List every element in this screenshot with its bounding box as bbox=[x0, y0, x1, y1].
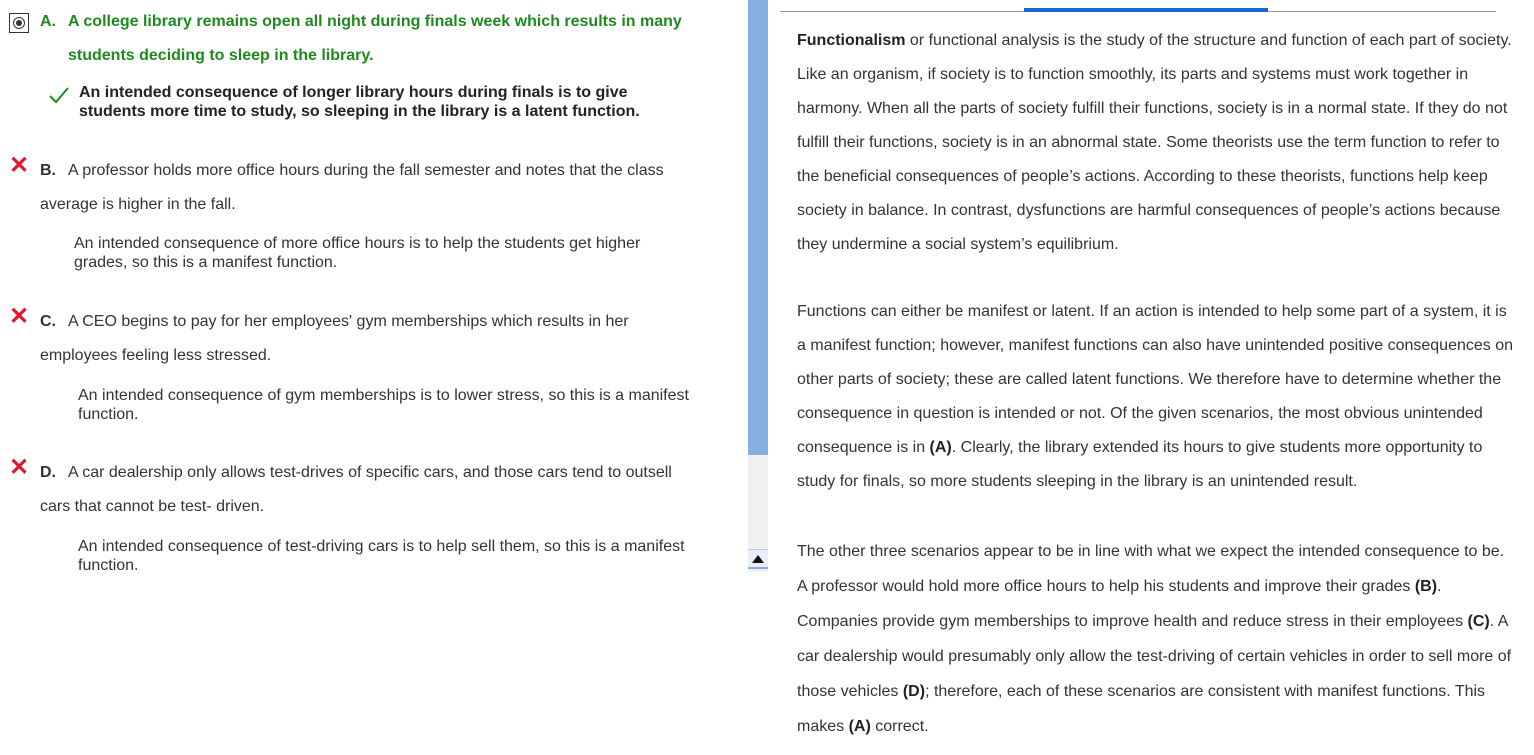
x-icon: ✕ bbox=[8, 303, 30, 330]
answer-choice-text[interactable] bbox=[40, 154, 730, 222]
answer-choice-c[interactable] bbox=[0, 305, 740, 425]
choice-statement-line1: A car dealership only allows test-drives of specific cars, and those cars tend to outsell bbox=[68, 464, 672, 481]
choice-letter: A. bbox=[40, 13, 56, 30]
choice-explanation: An intended consequence of longer library hours during finals is to give students more time to study, so sleeping in the library is a latent function. bbox=[79, 84, 640, 120]
answer-choices-pane bbox=[0, 0, 745, 755]
choice-letter: B. bbox=[40, 162, 56, 179]
answer-choice-text[interactable] bbox=[40, 305, 730, 373]
answer-choice-b[interactable] bbox=[0, 154, 740, 274]
explanation-pane bbox=[780, 0, 1525, 755]
active-tab-indicator[interactable] bbox=[1024, 8, 1268, 12]
explanation-paragraph-2: Functions can either be manifest or latent. If an action is intended to help some part of a system, it is a manifest function; however, manifest functions can also have unintended positive consequences on other parts of society; these are called latent functions. We therefore have to determine whether the consequence in question is intended or not. Of the given scenarios, the most obvious unintended consequence is in (A). Clearly, the library extended its hours to give students more opportunity to study for finals, so more students sleeping in the library is an unintended result. bbox=[797, 303, 1514, 490]
x-icon: ✕ bbox=[8, 454, 30, 481]
answer-choice-d[interactable] bbox=[0, 456, 740, 576]
x-icon: ✕ bbox=[8, 152, 30, 179]
choice-statement-line2: students deciding to sleep in the library. bbox=[68, 47, 374, 64]
term-functionalism: Functionalism bbox=[797, 32, 906, 49]
choice-statement-line1: A professor holds more office hours during the fall semester and notes that the class bbox=[68, 162, 664, 179]
scroll-up-button[interactable] bbox=[748, 549, 768, 569]
choice-statement-line2: average is higher in the fall. bbox=[40, 196, 236, 213]
choice-statement-line1: A college library remains open all night during finals week which results in many bbox=[68, 13, 682, 30]
choice-explanation: An intended consequence of more office hours is to help the students get higher grades, so this is a manifest function. bbox=[74, 235, 641, 271]
explanation-paragraph-3: The other three scenarios appear to be in line with what we expect the intended consequence to be. A professor would hold more office hours to help his students and improve their grades (B). Companies provide gym memberships to improve health and reduce stress in their employees (C). A car dealership would presumably only allow the test-driving of certain vehicles in order to sell more of those vehicles (D); therefore, each of these scenarios are consistent with manifest functions. This makes (A) correct. bbox=[797, 543, 1512, 735]
choice-explanation: An intended consequence of test-driving cars is to help sell them, so this is a manifest function. bbox=[78, 538, 685, 574]
choice-statement-line1: A CEO begins to pay for her employees' gym memberships which results in her bbox=[68, 313, 629, 330]
answer-choice-text[interactable] bbox=[40, 456, 730, 524]
choice-letter: C. bbox=[40, 313, 56, 330]
choice-letter: D. bbox=[40, 464, 56, 481]
choice-explanation: An intended consequence of gym memberships is to lower stress, so this is a manifest function. bbox=[78, 387, 689, 423]
answer-choice-a[interactable] bbox=[0, 5, 740, 120]
scrollbar-thumb[interactable] bbox=[748, 0, 768, 455]
explanation-paragraph-1: Functionalism or functional analysis is the study of the structure and function of each part of society. Like an organism, if society is to function smoothly, its parts and systems must work together in harmony. When all the parts of society fulfill their functions, society is in a normal state. If they do not fulfill their functions, society is in an abnormal state. Some theorists use the term function to refer to the beneficial consequences of people’s actions. According to these theorists, functions help keep society in balance. In contrast, dysfunctions are harmful consequences of people’s actions because they undermine a social system’s equilibrium. bbox=[797, 32, 1512, 253]
choice-statement-line2: cars that cannot be test- driven. bbox=[40, 498, 265, 515]
arrow-up-icon bbox=[752, 555, 764, 563]
checkmark-icon bbox=[48, 84, 70, 106]
radio-selected-icon[interactable] bbox=[7, 11, 31, 35]
choice-statement-line2: employees feeling less stressed. bbox=[40, 347, 272, 364]
answer-choice-text[interactable] bbox=[40, 5, 730, 73]
